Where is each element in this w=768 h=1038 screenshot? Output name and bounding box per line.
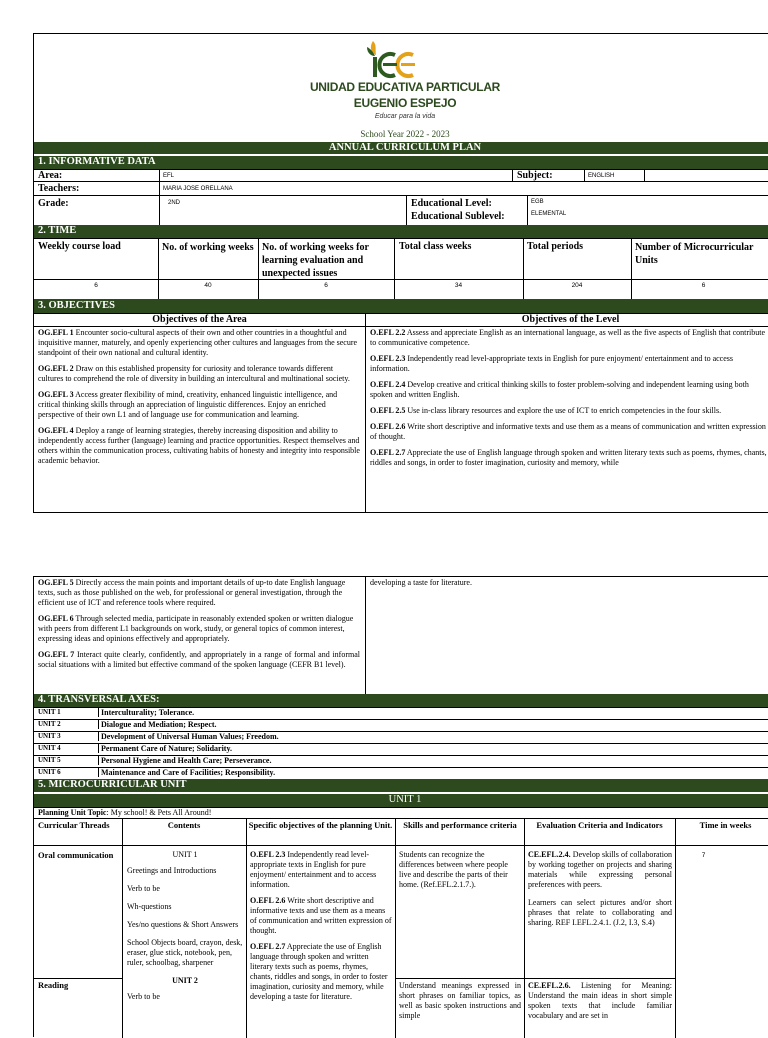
unit-label: UNIT 3 — [38, 732, 61, 740]
objective-text: Encounter socio-cultural aspects of their own and other countries in a thoughtful and inquisitive manner, maturely, and openly experiencing other cultures and languages from the secure standpoint of their own national and cultural identity. — [38, 328, 358, 357]
time-weeks: 7 — [701, 852, 706, 859]
objective-code: O.EFL 2.2 — [370, 328, 406, 337]
school-name-line1: UNIDAD EDUCATIVA PARTICULAR — [309, 80, 501, 94]
objective-text: Independently read level-appropriate texts in English for pure enjoyment/ entertainment and to access information. — [250, 850, 377, 889]
eval1-text: Develop skills of collaboration by working together on projects and sharing materials while expressing personal preferences with peers. — [528, 850, 672, 889]
time-header-units: Number of Microcurricular Units — [635, 242, 754, 266]
eval1-code: CE.EFL.2.4. — [528, 850, 571, 859]
objective-code: OG.EFL 5 — [38, 578, 74, 587]
objective-code: O.EFL 2.6 — [370, 422, 406, 431]
area-objectives-list — [38, 328, 360, 472]
objective-code: O.EFL 2.7 — [250, 942, 286, 951]
transversal-unit-row — [34, 731, 768, 741]
objective-code: O.EFL 2.6 — [250, 896, 286, 905]
objective-text: Use in-class library resources and explore the use of ICT to enrich competencies in the four skills. — [405, 406, 722, 415]
unit-axis: Permanent Care of Nature; Solidarity. — [101, 744, 233, 753]
objective-text: Write short descriptive and informative texts and use them as a means of communication and written expression of thought. — [250, 896, 392, 935]
objective-code: OG.EFL 7 — [38, 650, 75, 659]
subject-label: Subject: — [517, 170, 553, 181]
objective-text: Access greater flexibility of mind, creativity, enhanced linguistic intelligence, and critical thinking skills through an appreciation of linguistic differences. Enjoy an enriched perspective of their own L1 and of language use for communication and learning. — [38, 390, 338, 419]
transversal-units — [34, 707, 768, 779]
area-objectives-continued — [38, 578, 360, 676]
unit-label: UNIT 2 — [38, 720, 61, 728]
contents-item: School Objects board, crayon, desk, eraser, glue stick, notebook, pen, ruler, schoolbag, sharpener — [127, 938, 243, 967]
level-objective — [370, 448, 768, 468]
contents-unit1: UNIT 1 — [172, 850, 198, 859]
section-micro-title: 5. MICROCURRICULAR UNIT — [34, 779, 768, 792]
specific-objective — [250, 850, 392, 890]
school-motto: Educar para la vida — [374, 113, 436, 120]
specific-objectives-column — [250, 850, 392, 1008]
section-informative-title: 1. INFORMATIVE DATA — [34, 156, 768, 169]
planning-topic — [38, 808, 211, 818]
level-objective — [370, 406, 768, 416]
level-objectives-continued: developing a taste for literature. — [370, 578, 472, 587]
objective-text: Assess and appreciate English as an international language, as well as the five aspects of English that contribute to communicative competence. — [370, 328, 766, 347]
time-header-eval-weeks: No. of working weeks for learning evaluation and unexpected issues — [262, 242, 369, 279]
objective-code: OG.EFL 1 — [38, 328, 74, 337]
time-header-total-periods: Total periods — [527, 241, 584, 252]
time-value-eval-weeks: 6 — [324, 282, 328, 289]
objective-text: Appreciate the use of English language through spoken and written literary texts such as poems, rhymes, chants, riddles and songs, in order to foster imagination, curiosity and memory, while — [370, 448, 767, 467]
thread-reading: Reading — [38, 980, 69, 990]
transversal-unit-row — [34, 719, 768, 729]
time-value-working-weeks: 40 — [204, 282, 212, 289]
objective-code: O.EFL 2.3 — [370, 354, 406, 363]
page-2 — [33, 576, 768, 1037]
level-value: EGB — [531, 199, 544, 205]
eval1-indicator: Learners can select pictures and/or short phrases that relate to collaborating and sharing. REF I.EFL.2.4.1. (J.2, I.3, S.4) — [528, 898, 672, 927]
planning-topic-label: Planning Unit Topic — [38, 808, 107, 817]
specific-objective — [250, 942, 392, 1002]
objective-text: Write short descriptive and informative texts and use them as a means of communication and written expression of thought. — [370, 422, 766, 441]
unit-axis: Interculturality; Tolerance. — [101, 708, 195, 717]
objective-text: Draw on this established propensity for curiosity and tolerance towards different cultures to comprehend the role of diversity in building an intercultural and multinational society. — [38, 364, 350, 383]
area-objective — [38, 650, 360, 670]
micro-header-time: Time in weeks — [699, 820, 752, 830]
teachers-label: Teachers: — [38, 183, 80, 194]
contents-column — [127, 850, 243, 1002]
time-header-total-weeks: Total class weeks — [399, 241, 472, 252]
time-value-total-weeks: 34 — [454, 282, 463, 289]
objective-code: OG.EFL 4 — [38, 426, 74, 435]
level-objective — [370, 422, 768, 442]
transversal-unit-row — [34, 755, 768, 765]
contents-verb: Verb to be — [127, 992, 160, 1001]
time-value-units: 6 — [701, 282, 706, 289]
contents-item: Wh-questions — [127, 902, 172, 911]
objective-code: O.EFL 2.7 — [370, 448, 406, 457]
unit-axis: Maintenance and Care of Facilities; Responsibility. — [101, 768, 276, 777]
evaluation-2 — [528, 981, 672, 1021]
time-header-weekly: Weekly course load — [38, 241, 121, 252]
level-objective — [370, 354, 768, 374]
area-objective — [38, 364, 360, 384]
evaluation-1 — [528, 850, 672, 934]
specific-objective — [250, 896, 392, 936]
section-time-title: 2. TIME — [34, 225, 768, 238]
unit-label: UNIT 4 — [38, 744, 61, 752]
contents-unit2: UNIT 2 — [172, 976, 198, 985]
objectives-area-header: Objectives of the Area — [152, 314, 247, 325]
unit-label: UNIT 5 — [38, 756, 61, 764]
level-label: Educational Level: — [411, 198, 492, 209]
unit-axis: Dialogue and Mediation; Respect. — [101, 720, 217, 729]
unit-axis: Personal Hygiene and Health Care; Perseverance. — [101, 756, 272, 765]
sublevel-value: ELEMENTAL — [531, 211, 567, 217]
contents-item: Yes/no questions & Short Answers — [127, 920, 239, 929]
section-transversal-title: 4. TRANSVERSAL AXES: — [34, 694, 768, 707]
micro-header-contents: Contents — [167, 820, 201, 830]
objective-text: Deploy a range of learning strategies, thereby increasing disposition and ability to independently access further (language) learning and practice opportunities. Respect themselves and others within the communication process, cultivating habits of honesty and integrity into responsible academic behavior. — [38, 426, 360, 465]
school-year: School Year 2022 - 2023 — [360, 129, 450, 139]
objective-text: Appreciate the use of English language through spoken and written literary texts such as poems, rhymes, chants, riddles and songs, in order to foster imagination, curiosity and memory, while developing a taste for literature. — [250, 942, 388, 1001]
eval2-code: CE.EFL.2.6. — [528, 981, 571, 990]
transversal-unit-row — [34, 767, 768, 777]
transversal-unit-row — [34, 743, 768, 753]
area-objective — [38, 578, 360, 608]
objective-text: Interact quite clearly, confidently, and appropriately in a range of formal and informal social situations with a limited but effective command of the spoken language (CEFR B1 level). — [38, 650, 360, 669]
level-objectives-list — [370, 328, 768, 510]
area-value: EFL — [163, 173, 175, 179]
objective-code: OG.EFL 3 — [38, 390, 74, 399]
subject-value: ENGLISH — [588, 173, 615, 179]
objective-text: Through selected media, participate in reasonably extended spoken or written dialogue with peers from different L1 backgrounds on work, study, or general topics of common interest, expressing ideas and opinions effectively and appropriately. — [38, 614, 354, 643]
page-1 — [33, 33, 768, 513]
time-value-weekly: 6 — [94, 282, 98, 289]
area-objective — [38, 614, 360, 644]
school-logo — [361, 37, 421, 81]
micro-header-threads: Curricular Threads — [38, 820, 110, 830]
contents-item: Greetings and Introductions — [127, 866, 217, 875]
plan-title-bar: ANNUAL CURRICULUM PLAN — [34, 142, 768, 154]
objectives-level-header: Objectives of the Level — [521, 314, 620, 325]
contents-item: Verb to be — [127, 884, 160, 893]
level-objective — [370, 328, 768, 348]
eval2-text: Listening for Meaning: Understand the main ideas in short simple spoken texts that include familiar vocabulary and are set in — [528, 981, 672, 1020]
skills-1: Students can recognize the differences between where people live and describe the parts of their home. (Ref.EFL.2.1.7.). — [399, 850, 508, 889]
skills-2: Understand meanings expressed in short phrases on familiar topics, as well as basic spoken instructions and simple — [399, 981, 521, 1020]
area-objective — [38, 390, 360, 420]
area-objective — [38, 328, 360, 358]
teachers-value: MARIA JOSE ORELLANA — [163, 186, 233, 192]
objective-text: Independently read level-appropriate texts in English for pure enjoyment/ entertainment and to access information. — [370, 354, 734, 373]
objective-code: O.EFL 2.3 — [250, 850, 286, 859]
area-objective — [38, 426, 360, 466]
unit-label: UNIT 6 — [38, 768, 61, 776]
objective-code: O.EFL 2.5 — [370, 406, 406, 415]
micro-header-objectives: Specific objectives of the planning Unit. — [248, 820, 393, 830]
time-header-working-weeks: No. of working weeks — [162, 242, 254, 253]
grade-label: Grade: — [38, 198, 69, 209]
unit-label: UNIT 1 — [38, 708, 61, 716]
micro-header-evaluation: Evaluation Criteria and Indicators — [536, 820, 663, 830]
transversal-unit-row — [34, 707, 768, 717]
time-value-total-periods: 204 — [571, 282, 583, 289]
objective-code: O.EFL 2.4 — [370, 380, 406, 389]
objective-text: Develop creative and critical thinking skills to foster problem-solving and independent learning using both spoken and written English. — [370, 380, 749, 399]
thread-oral: Oral communication — [38, 850, 114, 860]
area-label: Area: — [38, 170, 63, 181]
unit-axis: Development of Universal Human Values; Freedom. — [101, 732, 279, 741]
section-objectives-title: 3. OBJECTIVES — [34, 299, 768, 313]
school-name-line2: EUGENIO ESPEJO — [353, 96, 457, 110]
objective-code: OG.EFL 2 — [38, 364, 74, 373]
sublevel-label: Educational Sublevel: — [411, 211, 505, 222]
micro-unit-title: UNIT 1 — [34, 794, 768, 807]
objective-text: Directly access the main points and important details of up-to date English language texts, such as those published on the web, for professional or general investigation, through the efficient use of ICT and reference tools where required. — [38, 578, 346, 607]
objective-code: OG.EFL 6 — [38, 614, 74, 623]
grade-value: 2ND — [168, 200, 181, 206]
planning-topic-value: : My school! & Pets All Around! — [106, 808, 212, 817]
micro-header-skills: Skills and performance criteria — [403, 820, 517, 830]
level-objective — [370, 380, 768, 400]
